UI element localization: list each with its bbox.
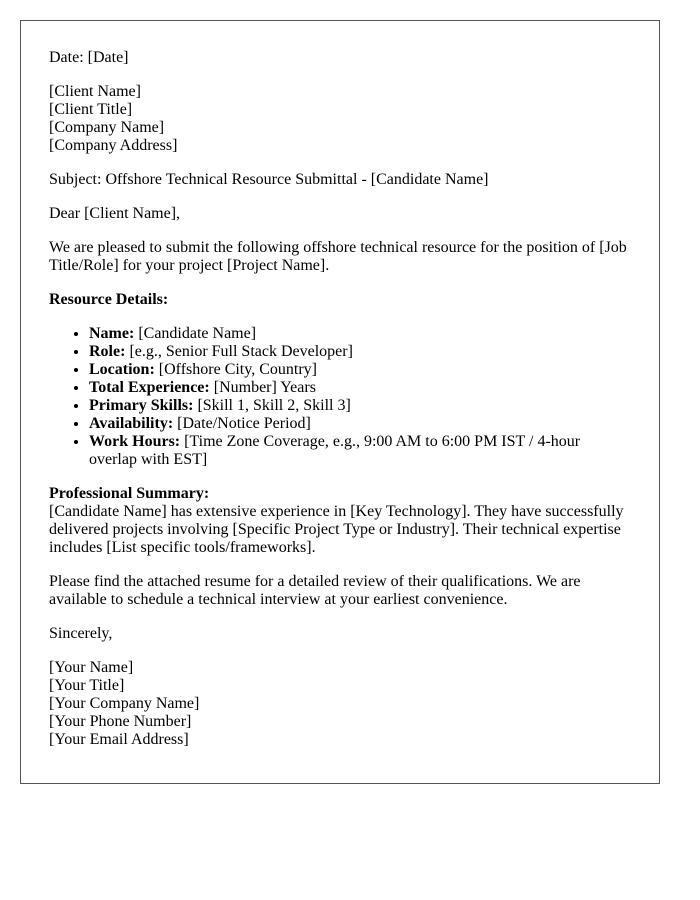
detail-availability: • Availability: [Date/Notice Period] [89,415,631,433]
your-phone: [Your Phone Number] [49,713,192,730]
company-address: [Company Address] [49,137,178,154]
detail-skills: • Primary Skills: [Skill 1, Skill 2, Skill 3] [89,397,631,415]
your-title: [Your Title] [49,677,125,694]
salutation: Dear [Client Name], [49,205,181,222]
detail-name: • Name: [Candidate Name] [89,325,631,343]
recipient-block [49,83,631,155]
resource-details-list [49,325,631,469]
your-email: [Your Email Address] [49,731,189,748]
your-name: [Your Name] [49,659,134,676]
signoff: Sincerely, [49,625,113,642]
summary-heading: Professional Summary: [49,485,210,502]
detail-work-hours: • Work Hours: [Time Zone Coverage, e.g., 9:00 AM to 6:00 PM IST / 4-hour overlap with EST] [89,433,631,469]
letter-document [20,20,660,784]
your-company: [Your Company Name] [49,695,200,712]
details-heading: Resource Details: [49,291,169,308]
client-title: [Client Title] [49,101,133,118]
client-name: [Client Name] [49,83,141,100]
summary-text: [Candidate Name] has extensive experience in [Key Technology]. They have successfully delivered projects involving [Specific Project Type or Industry]. Their technical expertise includes [List specific tools/frameworks]. [49,503,624,556]
subject-line: Subject: Offshore Technical Resource Submittal - [Candidate Name] [49,171,489,188]
summary-section [49,485,631,557]
date-line: Date: [Date] [49,49,129,66]
closing-paragraph: Please find the attached resume for a detailed review of their qualifications. We are available to schedule a technical interview at your earliest convenience. [49,573,581,608]
detail-experience: • Total Experience: [Number] Years [89,379,631,397]
detail-role: • Role: [e.g., Senior Full Stack Developer] [89,343,631,361]
intro-paragraph: We are pleased to submit the following offshore technical resource for the position of [Job Title/Role] for your project [Project Name]. [49,239,627,274]
detail-location: • Location: [Offshore City, Country] [89,361,631,379]
company-name: [Company Name] [49,119,165,136]
signature-block [49,659,631,749]
